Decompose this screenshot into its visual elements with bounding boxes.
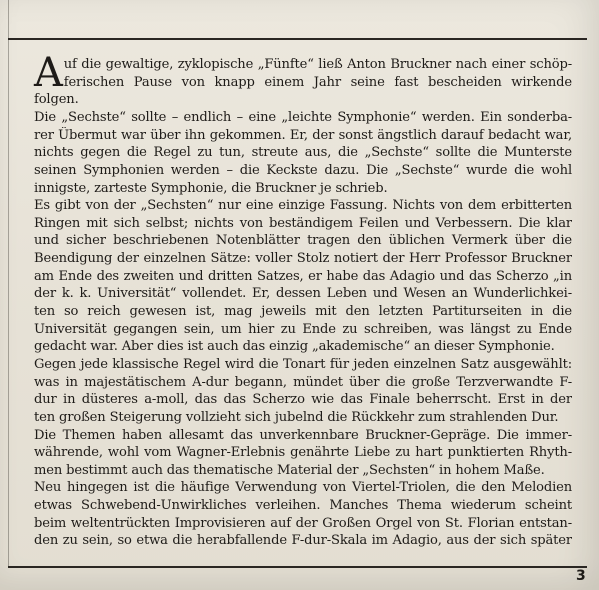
text-line: rer Übermut war über ihn gekommen. Er, der sonst ängstlich darauf bedacht war, [34, 127, 572, 143]
text-line: Beendigung der einzelnen Sätze: voller Stolz notiert der Herr Professor Bruckner [34, 251, 572, 267]
bottom-rule [8, 566, 587, 568]
text-line: men bestimmt auch das thematische Material der „Sechsten“ in hohem Maße. [34, 462, 545, 478]
text-line: den zu sein, so etwa die herabfallende F-dur-Skala im Adagio, aus der sich später [34, 533, 572, 549]
article-body [34, 50, 572, 550]
text-line: Ringen mit sich selbst; nichts von beständigem Feilen und Verbessern. Die klar [34, 215, 572, 231]
text-line: ten großen Steigerung vollzieht sich jubelnd die Rückkehr zum strahlenden Dur. [34, 409, 559, 425]
text-line: beim weltentrückten Improvisieren auf der Großen Orgel von St. Florian entstan- [34, 515, 572, 531]
text-line: ferischen Pause von knapp einem Jahr seine fast bescheiden wirkende [63, 74, 572, 90]
text-line: der k. k. Universität“ vollendet. Er, dessen Leben und Wesen an Wunderlichkei- [34, 286, 572, 302]
text-line: am Ende des zweiten und dritten Satzes, er habe das Adagio und das Scherzo „in [34, 268, 572, 284]
top-rule [8, 38, 587, 40]
page-number: 3 [576, 568, 586, 584]
text-line: etwas Schwebend-Unwirkliches verleihen. Manches Thema wiederum scheint [34, 498, 572, 514]
text-line: gedacht war. Aber dies ist auch das einzig „akademische“ an dieser Symphonie. [34, 339, 555, 355]
text-line: dur in düsteres a-moll, das das Scherzo wie das Finale beherrscht. Erst in der [34, 392, 572, 408]
text-line: seinen Symphonien werden – die Keckste dazu. Die „Sechste“ wurde die wohl [34, 162, 572, 178]
text-line: was in majestätischem A-dur begann, mündet über die große Terzverwandte F- [34, 374, 572, 390]
text-line: innigste, zarteste Symphonie, die Bruckner je schrieb. [34, 180, 388, 196]
text-line: Neu hingegen ist die häufige Verwendung von Viertel-Triolen, die den Melodien [34, 480, 572, 496]
text-line: Es gibt von der „Sechsten“ nur eine einzige Fassung. Nichts von dem erbitterten [34, 198, 572, 214]
text-line: Gegen jede klassische Regel wird die Tonart für jeden einzelnen Satz ausgewählt: [34, 356, 572, 372]
text-line: Die Themen haben allesamt das unverkennbare Bruckner-Gepräge. Die immer- [34, 427, 572, 443]
text-line: Die „Sechste“ sollte – endlich – eine „leichte Symphonie“ werden. Ein sonderba- [34, 109, 572, 125]
text-line: währende, wohl vom Wagner-Erlebnis genährte Liebe zu hart punktierten Rhyth- [34, 445, 572, 461]
text-line: nichts gegen die Regel zu tun, streute aus, die „Sechste“ sollte die Munterste [34, 145, 572, 161]
text-line: Universität gegangen sein, um hier zu Ende zu schreiben, was längst zu Ende [34, 321, 572, 337]
drop-cap: A [34, 50, 63, 96]
text-line: folgen. [34, 92, 79, 108]
text-line: uf die gewaltige, zyklopische „Fünfte“ ließ Anton Bruckner nach einer schöp- [63, 57, 572, 72]
page-left-edge [8, 0, 9, 568]
text-line: ten so reich gewesen ist, mag jeweils mit den letzten Partiturseiten in die [34, 304, 572, 319]
text-line: und sicher beschriebenen Notenblätter tragen den üblichen Vermerk über die [34, 233, 572, 249]
